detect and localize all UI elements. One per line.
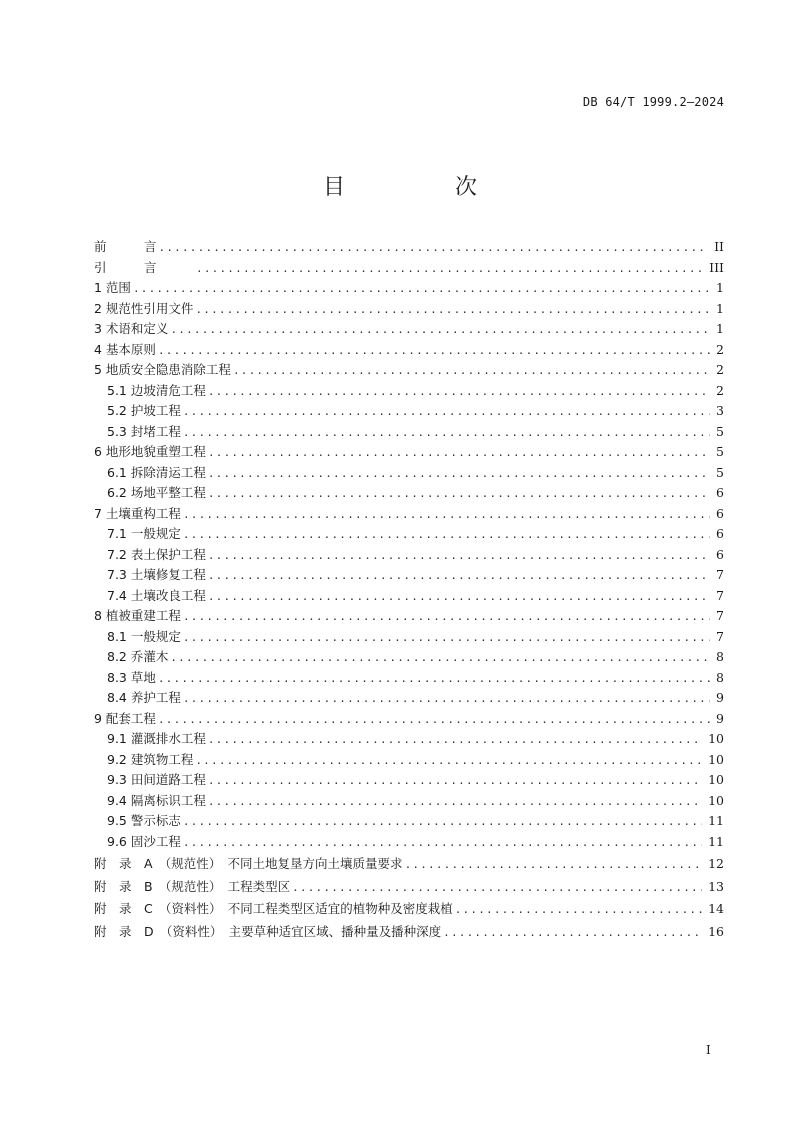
toc-entry-label: 8.1 一般规定 [107, 628, 181, 644]
toc-page-number: 5 [716, 464, 724, 480]
toc-leader [196, 262, 703, 275]
toc-entry-label: 7.3 土壤修复工程 [107, 567, 206, 582]
toc-leader [183, 508, 710, 521]
toc-page-number: 3 [716, 403, 724, 418]
toc-page-number: 2 [716, 362, 724, 377]
page-title: 目 次 [322, 175, 521, 200]
toc-entry-label: 2 规范性引用文件 [94, 300, 194, 316]
toc-entry-8-3[interactable] [94, 668, 724, 689]
toc-entry-5-2[interactable] [94, 401, 724, 422]
toc-leader [183, 692, 710, 705]
toc-entry-1[interactable] [94, 278, 724, 299]
toc-leader [158, 713, 710, 726]
toc-entry-label: 6 地形地貌重塑工程 [94, 444, 206, 459]
toc-leader [183, 815, 702, 828]
toc-entry-9-6[interactable] [94, 832, 724, 853]
toc-leader [183, 610, 710, 623]
toc-leader [292, 881, 702, 894]
toc-entry-9-4[interactable] [94, 791, 724, 812]
toc-entry-4[interactable] [94, 340, 724, 361]
toc-entry-label: 9.5 警示标志 [107, 813, 181, 828]
toc-page-number: 7 [716, 628, 724, 644]
toc-leader [208, 733, 702, 746]
toc-entry-label: 8.4 养护工程 [107, 690, 181, 705]
toc-leader [208, 487, 710, 500]
toc-page-number: 14 [708, 901, 724, 916]
toc-entry-label: 6.1 拆除清运工程 [107, 464, 206, 480]
toc-entry-foreword[interactable] [94, 237, 724, 258]
toc-leader [208, 549, 710, 562]
toc-entry-label: 9.3 田间道路工程 [107, 772, 206, 787]
toc-page-number: 11 [708, 833, 724, 849]
toc-entry-introduction[interactable] [94, 258, 724, 279]
toc-leader [158, 344, 710, 357]
toc-entry-8[interactable] [94, 606, 724, 627]
toc-page-number: 16 [708, 923, 724, 939]
toc-entry-8-4[interactable] [94, 688, 724, 709]
toc-leader [183, 631, 710, 644]
toc-entry-label: 8.2 乔灌木 [107, 649, 169, 664]
toc-entry-label: 8.3 草地 [107, 669, 156, 685]
toc-page-number: 2 [716, 382, 724, 398]
toc-leader [133, 282, 710, 295]
toc-entry-3[interactable] [94, 319, 724, 340]
page-folio: I [706, 1043, 711, 1057]
toc-page-number: 12 [708, 856, 724, 871]
toc-page-number: 9 [716, 690, 724, 705]
toc-entry-label: 5.1 边坡清危工程 [107, 382, 206, 398]
toc-page-number: 6 [716, 505, 724, 521]
toc-entry-label: 9 配套工程 [94, 710, 156, 726]
toc-entry-label: 5 地质安全隐患消除工程 [94, 362, 231, 377]
toc-entry-label: 1 范围 [94, 280, 131, 295]
toc-entry-label: 4 基本原则 [94, 341, 156, 357]
toc-entry-label: 8 植被重建工程 [94, 608, 181, 623]
toc-entry-label: 9.1 灌溉排水工程 [107, 731, 206, 746]
toc-entry-8-1[interactable] [94, 627, 724, 648]
toc-entry-appendix-c[interactable] [94, 899, 724, 920]
toc-page-number: 6 [716, 526, 724, 541]
toc-page-number: 1 [716, 280, 724, 295]
toc-entry-9-1[interactable] [94, 729, 724, 750]
toc-leader [208, 467, 710, 480]
toc-entry-label: 7.4 土壤改良工程 [107, 587, 206, 603]
toc-entry-9-3[interactable] [94, 770, 724, 791]
toc-entry-6[interactable] [94, 442, 724, 463]
toc-leader [170, 651, 710, 664]
toc-leader [208, 774, 702, 787]
toc-entry-label: 7.1 一般规定 [107, 526, 181, 541]
toc-page-number: 1 [716, 300, 724, 316]
toc-entry-5[interactable] [94, 360, 724, 381]
toc-leader [195, 754, 702, 767]
standard-code: DB 64/T 1999.2—2024 [582, 95, 724, 109]
toc-page-number: 13 [708, 878, 724, 894]
toc-entry-appendix-b[interactable] [94, 877, 724, 898]
toc-leader [208, 569, 710, 582]
toc-page-number: II [714, 239, 724, 254]
toc-page-number: III [709, 259, 724, 275]
toc-entry-label: 6.2 场地平整工程 [107, 485, 206, 500]
toc-entry-appendix-d[interactable] [94, 922, 724, 943]
toc-page-number: 7 [716, 608, 724, 623]
toc-leader [170, 323, 710, 336]
toc-leader [233, 364, 710, 377]
toc-leader [208, 446, 710, 459]
toc-leader [443, 926, 702, 939]
toc-entry-label: 附 录 C （资料性） 不同工程类型区适宜的植物种及密度栽植 [94, 901, 453, 916]
toc-entry-7-1[interactable] [94, 524, 724, 545]
toc-entry-7-3[interactable] [94, 565, 724, 586]
toc-leader [183, 426, 710, 439]
toc-page-number: 10 [708, 751, 724, 767]
toc-page-number: 6 [716, 485, 724, 500]
toc-entry-5-3[interactable] [94, 422, 724, 443]
toc-entry-appendix-a[interactable] [94, 854, 724, 875]
toc-page-number: 5 [716, 423, 724, 439]
toc-entry-label: 7 土壤重构工程 [94, 505, 181, 521]
toc-entry-label: 5.3 封堵工程 [107, 423, 181, 439]
toc-leader [183, 836, 702, 849]
toc-entry-6-1[interactable] [94, 463, 724, 484]
toc-leader [455, 903, 702, 916]
toc-page-number: 6 [716, 546, 724, 562]
toc-entry-label: 前 言 [94, 239, 157, 254]
toc-page-number: 8 [716, 649, 724, 664]
toc-entry-label: 9.4 隔离标识工程 [107, 792, 206, 808]
toc-page-number: 11 [708, 813, 724, 828]
toc-entry-label: 7.2 表土保护工程 [107, 546, 206, 562]
toc-entry-label: 5.2 护坡工程 [107, 403, 181, 418]
toc-entry-9-2[interactable] [94, 750, 724, 771]
toc-entry-9[interactable] [94, 709, 724, 730]
toc-leader [208, 795, 702, 808]
toc-entry-label: 附 录 D （资料性） 主要草种适宜区域、播种量及播种深度 [94, 923, 442, 939]
toc-leader [183, 405, 710, 418]
table-of-contents [94, 237, 724, 942]
toc-entry-7-2[interactable] [94, 545, 724, 566]
toc-leader [183, 528, 710, 541]
toc-leader [405, 858, 703, 871]
toc-page-number: 10 [708, 772, 724, 787]
toc-entry-label: 附 录 A （规范性） 不同土地复垦方向土壤质量要求 [94, 856, 403, 871]
toc-entry-8-2[interactable] [94, 647, 724, 668]
toc-page-number: 10 [708, 731, 724, 746]
toc-entry-7-4[interactable] [94, 586, 724, 607]
toc-leader [158, 672, 710, 685]
toc-entry-label: 引 言 [94, 259, 195, 275]
toc-entry-5-1[interactable] [94, 381, 724, 402]
toc-entry-9-5[interactable] [94, 811, 724, 832]
toc-entry-7[interactable] [94, 504, 724, 525]
toc-entry-label: 附 录 B （规范性） 工程类型区 [94, 878, 291, 894]
toc-leader [195, 303, 710, 316]
toc-page-number: 9 [716, 710, 724, 726]
toc-entry-label: 9.6 固沙工程 [107, 833, 181, 849]
toc-page-number: 2 [716, 341, 724, 357]
toc-page-number: 10 [708, 792, 724, 808]
toc-page-number: 7 [716, 567, 724, 582]
toc-entry-label: 3 术语和定义 [94, 321, 169, 336]
toc-entry-6-2[interactable] [94, 483, 724, 504]
toc-page-number: 8 [716, 669, 724, 685]
toc-leader [208, 590, 710, 603]
toc-page-number: 5 [716, 444, 724, 459]
toc-entry-2[interactable] [94, 299, 724, 320]
toc-entry-label: 9.2 建筑物工程 [107, 751, 194, 767]
toc-page-number: 7 [716, 587, 724, 603]
toc-leader [159, 241, 709, 254]
toc-page-number: 1 [716, 321, 724, 336]
toc-leader [208, 385, 710, 398]
